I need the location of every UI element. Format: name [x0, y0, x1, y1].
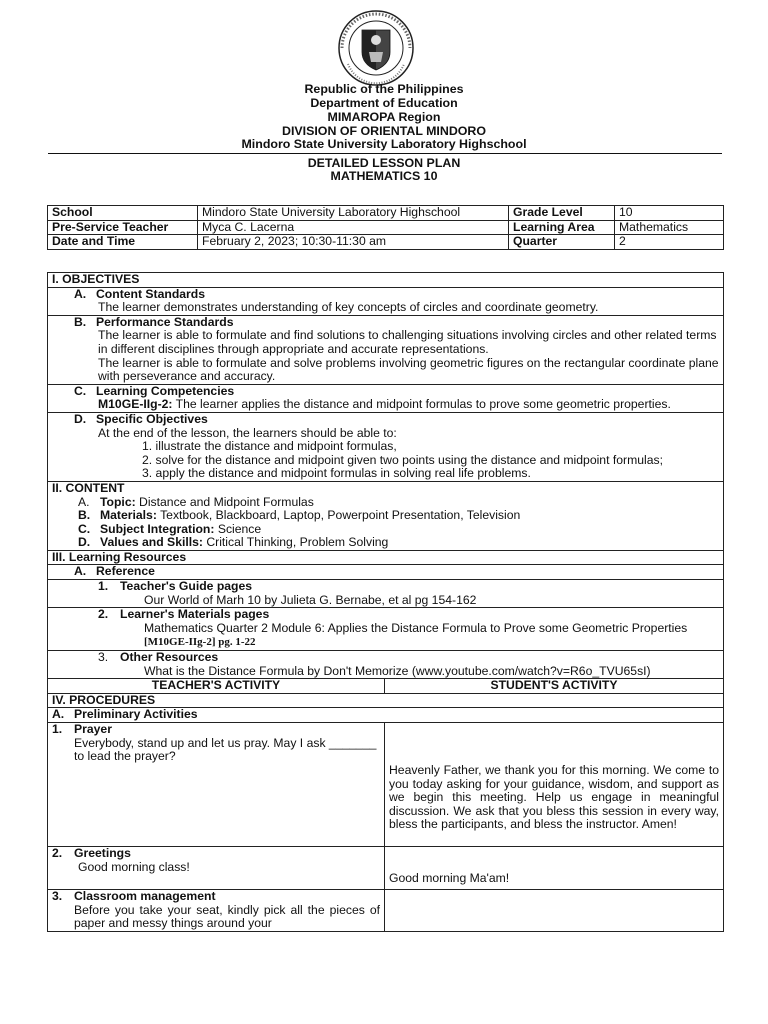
- classroom-management-title: Classroom management: [74, 889, 216, 903]
- materials-text: Textbook, Blackboard, Laptop, Powerpoint Presentation, Television: [156, 508, 521, 523]
- quarter-value: 2: [615, 235, 724, 250]
- list-letter: A.: [74, 286, 87, 301]
- header-divider: [48, 153, 722, 154]
- classroom-management-teacher-cell: [48, 890, 385, 932]
- specific-objectives-title: Specific Objectives: [96, 411, 208, 426]
- header-republic: Republic of the Philippines: [304, 82, 464, 96]
- learners-materials-title: Learner's Materials pages: [120, 607, 270, 622]
- subject-integration-text: Science: [214, 521, 262, 536]
- list-number: 3.: [52, 889, 63, 903]
- teachers-guide-title: Teacher's Guide pages: [120, 579, 253, 594]
- teachers-guide-text: Our World of Marh 10 by Julieta G. Bernabe, et al pg 154-162: [144, 592, 477, 607]
- greetings-student-text: Good morning Ma'am!: [385, 847, 724, 890]
- list-letter: B.: [74, 314, 87, 329]
- learning-competencies-title: Learning Competencies: [96, 383, 235, 398]
- preliminary-activities-title: Preliminary Activities: [74, 707, 198, 722]
- reference-title: Reference: [96, 564, 155, 579]
- teacher-activity-header: TEACHER'S ACTIVITY: [48, 679, 385, 694]
- teachers-guide-section: [48, 580, 724, 608]
- lesson-plan-title: DETAILED LESSON PLAN: [307, 156, 461, 170]
- objective-item-2: 2. solve for the distance and midpoint given two points using the distance and midpoint formulas;: [142, 452, 663, 467]
- learners-materials-code: [M10GE-IIg-2] pg. 1-22: [144, 636, 256, 649]
- learners-materials-section: [48, 608, 724, 651]
- specific-objectives-intro: At the end of the lesson, the learners should be able to:: [98, 425, 397, 440]
- objectives-heading: I. OBJECTIVES: [48, 273, 724, 288]
- date-time-label: Date and Time: [48, 235, 198, 250]
- learning-area-label: Learning Area: [509, 220, 615, 235]
- student-activity-header: STUDENT'S ACTIVITY: [385, 679, 724, 694]
- list-number: 1.: [98, 579, 109, 594]
- content-section: [48, 481, 724, 550]
- list-number: 3.: [98, 650, 109, 665]
- grade-level-value: 10: [615, 206, 724, 221]
- date-time-value: February 2, 2023; 10:30-11:30 am: [198, 235, 509, 250]
- list-letter: D.: [74, 411, 87, 426]
- other-resources-title: Other Resources: [120, 650, 219, 665]
- school-value: Mindoro State University Laboratory Highschool: [198, 206, 509, 221]
- list-letter: A.: [74, 564, 87, 579]
- reference-row: [48, 565, 724, 580]
- list-letter: A.: [78, 494, 90, 509]
- list-number: 1.: [52, 722, 63, 736]
- header-school: Mindoro State University Laboratory Highschool: [241, 137, 527, 151]
- procedures-heading: IV. PROCEDURES: [48, 693, 724, 708]
- greetings-teacher-cell: [48, 847, 385, 890]
- objective-item-3: 3. apply the distance and midpoint formulas in solving real life problems.: [142, 466, 531, 481]
- materials-label: Materials:: [100, 508, 157, 523]
- prayer-student-text: Heavenly Father, we thank you for this morning. We come to you today asking for your guidance, wisdom, and support as we begin this meeting. Help us engage in meaningful discussion. We ask that you bless this session in every way, bless the participants, and bless the instructor. Amen!: [385, 723, 724, 847]
- content-heading: II. CONTENT: [52, 480, 125, 495]
- learning-area-value: Mathematics: [615, 220, 724, 235]
- list-letter: A.: [52, 707, 65, 722]
- subject-integration-label: Subject Integration:: [100, 521, 215, 536]
- teacher-label: Pre-Service Teacher: [48, 220, 198, 235]
- performance-standards-text-2: The learner is able to formulate and solve problems involving geometric figures on the rectangular coordinate plane with perseverance and accuracy.: [98, 355, 719, 384]
- subject-title: MATHEMATICS 10: [330, 169, 438, 183]
- specific-objectives-section: [48, 412, 724, 481]
- preliminary-activities-row: [48, 708, 724, 723]
- prayer-teacher-cell: [48, 723, 385, 847]
- greetings-title: Greetings: [74, 846, 131, 860]
- learners-materials-text: Mathematics Quarter 2 Module 6: Applies the Distance Formula to Prove some Geometric Properties: [144, 620, 688, 635]
- prayer-title: Prayer: [74, 722, 112, 736]
- other-resources-text: What is the Distance Formula by Don't Memorize (www.youtube.com/watch?v=R6o_TVU65sI): [144, 663, 651, 678]
- header-department: Department of Education: [310, 96, 458, 110]
- header-region: MIMAROPA Region: [327, 110, 441, 124]
- resources-heading: III. Learning Resources: [48, 550, 724, 565]
- classroom-management-student-cell: [385, 890, 724, 932]
- topic-label: Topic:: [100, 494, 136, 509]
- values-skills-text: Critical Thinking, Problem Solving: [202, 535, 389, 550]
- header-division: DIVISION OF ORIENTAL MINDORO: [282, 124, 486, 138]
- competency-code: M10GE-IIg-2:: [98, 397, 173, 412]
- values-skills-label: Values and Skills:: [100, 535, 203, 550]
- lesson-plan-table: [47, 272, 724, 932]
- other-resources-section: [48, 651, 724, 679]
- competency-text: The learner applies the distance and midpoint formulas to prove some geometric properties.: [172, 397, 671, 412]
- content-standards-text: The learner demonstrates understanding of key concepts of circles and coordinate geometry.: [98, 300, 599, 315]
- performance-standards-title: Performance Standards: [96, 314, 234, 329]
- classroom-management-teacher-text: Before you take your seat, kindly pick all the pieces of paper and messy things around your: [74, 902, 380, 931]
- performance-standards-section: [48, 315, 724, 384]
- learning-competencies-section: [48, 384, 724, 412]
- content-standards-title: Content Standards: [96, 286, 206, 301]
- list-letter: C.: [74, 383, 87, 398]
- school-label: School: [48, 206, 198, 221]
- objective-item-1: 1. illustrate the distance and midpoint formulas,: [142, 439, 397, 454]
- prayer-teacher-text: Everybody, stand up and let us pray. May I ask _______ to lead the prayer?: [74, 735, 377, 764]
- list-letter: D.: [78, 535, 91, 550]
- deped-seal-logo: [332, 8, 420, 88]
- greetings-teacher-text: Good morning class!: [78, 859, 190, 874]
- content-standards-section: [48, 287, 724, 315]
- performance-standards-text-1: The learner is able to formulate and find solutions to challenging situations involving circles and other related terms in different disciplines through appropriate and accurate representations.: [98, 328, 717, 356]
- lesson-info-table: [47, 205, 724, 250]
- grade-level-label: Grade Level: [509, 206, 615, 221]
- teacher-value: Myca C. Lacerna: [198, 220, 509, 235]
- quarter-label: Quarter: [509, 235, 615, 250]
- list-number: 2.: [52, 846, 63, 860]
- list-letter: C.: [78, 521, 91, 536]
- list-number: 2.: [98, 607, 109, 622]
- list-letter: B.: [78, 508, 91, 523]
- topic-text: Distance and Midpoint Formulas: [135, 494, 314, 509]
